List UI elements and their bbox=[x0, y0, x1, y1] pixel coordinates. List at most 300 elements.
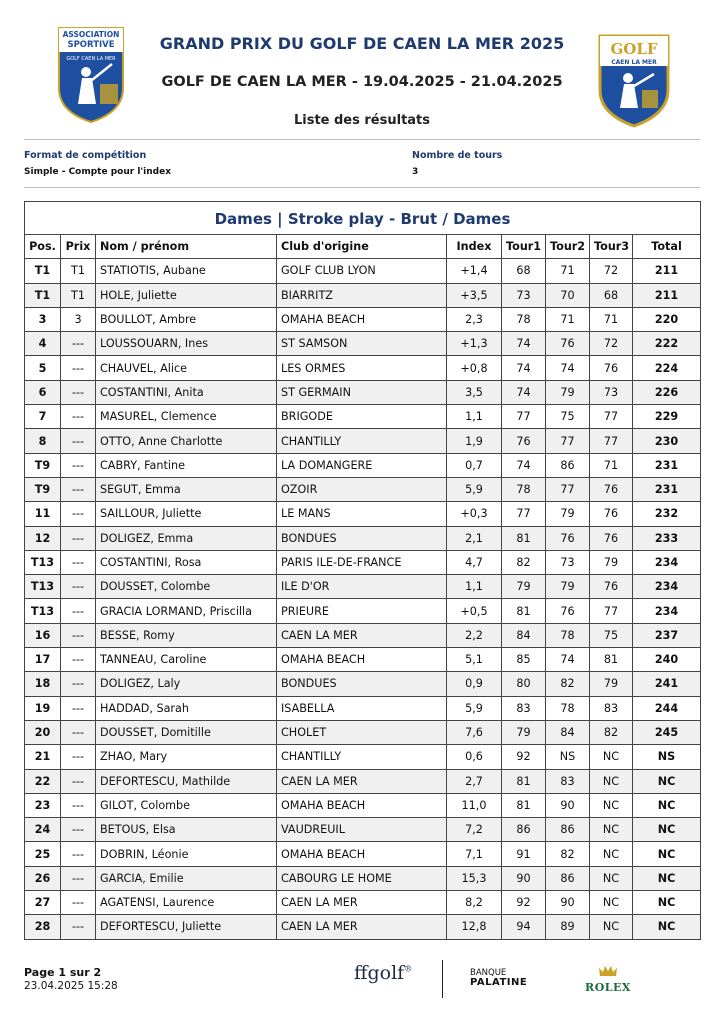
cell-tour3: 76 bbox=[590, 502, 633, 526]
cell-tour2: 74 bbox=[546, 356, 590, 380]
cell-name: CABRY, Fantine bbox=[96, 453, 277, 477]
cell-total: 234 bbox=[633, 575, 701, 599]
cell-prix: --- bbox=[61, 332, 96, 356]
cell-tour1: 79 bbox=[502, 720, 546, 744]
cell-tour2: 79 bbox=[546, 575, 590, 599]
cell-pos: 8 bbox=[25, 429, 61, 453]
cell-pos: 3 bbox=[25, 307, 61, 331]
cell-tour1: 94 bbox=[502, 915, 546, 939]
table-row bbox=[25, 793, 701, 817]
table-row bbox=[25, 891, 701, 915]
cell-tour2: 70 bbox=[546, 283, 590, 307]
table-row bbox=[25, 818, 701, 842]
cell-index: +0,8 bbox=[447, 356, 502, 380]
rounds-count-value: 3 bbox=[412, 167, 419, 177]
cell-total: NC bbox=[633, 769, 701, 793]
cell-tour1: 83 bbox=[502, 696, 546, 720]
ffgolf-logo-text: ffgolf bbox=[354, 962, 405, 984]
cell-tour2: NS bbox=[546, 745, 590, 769]
col-tour3: Tour3 bbox=[590, 235, 633, 259]
cell-tour1: 77 bbox=[502, 502, 546, 526]
cell-pos: 20 bbox=[25, 720, 61, 744]
cell-tour3: 76 bbox=[590, 575, 633, 599]
palatine-line2: PALATINE bbox=[470, 977, 528, 988]
cell-index: 2,1 bbox=[447, 526, 502, 550]
rolex-text: ROLEX bbox=[585, 981, 631, 994]
cell-name: DEFORTESCU, Juliette bbox=[96, 915, 277, 939]
cell-prix: --- bbox=[61, 429, 96, 453]
cell-prix: --- bbox=[61, 745, 96, 769]
cell-index: 7,1 bbox=[447, 842, 502, 866]
cell-tour2: 83 bbox=[546, 769, 590, 793]
cell-name: COSTANTINI, Rosa bbox=[96, 550, 277, 574]
cell-club: CAEN LA MER bbox=[277, 623, 447, 647]
cell-index: 2,2 bbox=[447, 623, 502, 647]
cell-index: 0,9 bbox=[447, 672, 502, 696]
cell-index: 1,1 bbox=[447, 405, 502, 429]
cell-prix: --- bbox=[61, 356, 96, 380]
cell-tour3: 72 bbox=[590, 259, 633, 283]
cell-prix: --- bbox=[61, 526, 96, 550]
meta-divider bbox=[24, 187, 700, 188]
col-name: Nom / prénom bbox=[96, 235, 277, 259]
table-row bbox=[25, 380, 701, 404]
table-row bbox=[25, 332, 701, 356]
table-caption: Dames | Stroke play - Brut / Dames bbox=[24, 201, 701, 234]
cell-name: CHAUVEL, Alice bbox=[96, 356, 277, 380]
cell-index: 0,7 bbox=[447, 453, 502, 477]
cell-prix: --- bbox=[61, 550, 96, 574]
cell-tour1: 77 bbox=[502, 405, 546, 429]
cell-tour2: 78 bbox=[546, 696, 590, 720]
cell-total: 234 bbox=[633, 599, 701, 623]
cell-tour3: 68 bbox=[590, 283, 633, 307]
table-row bbox=[25, 259, 701, 283]
table-row bbox=[25, 745, 701, 769]
cell-pos: T1 bbox=[25, 259, 61, 283]
cell-prix: --- bbox=[61, 623, 96, 647]
table-row bbox=[25, 526, 701, 550]
cell-tour1: 73 bbox=[502, 283, 546, 307]
association-sportive-logo bbox=[56, 26, 126, 124]
table-row bbox=[25, 356, 701, 380]
ffgolf-logo: ffgolf® bbox=[354, 962, 413, 984]
cell-index: 11,0 bbox=[447, 793, 502, 817]
cell-name: HADDAD, Sarah bbox=[96, 696, 277, 720]
header-divider bbox=[24, 139, 700, 140]
cell-tour3: 82 bbox=[590, 720, 633, 744]
cell-tour1: 86 bbox=[502, 818, 546, 842]
cell-club: LE MANS bbox=[277, 502, 447, 526]
logo-right-line1: GOLF bbox=[610, 40, 658, 58]
cell-name: DOBRIN, Léonie bbox=[96, 842, 277, 866]
cell-name: MASUREL, Clemence bbox=[96, 405, 277, 429]
cell-prix: --- bbox=[61, 696, 96, 720]
cell-tour1: 84 bbox=[502, 623, 546, 647]
cell-tour1: 79 bbox=[502, 575, 546, 599]
rounds-count bbox=[412, 150, 502, 177]
cell-prix: 3 bbox=[61, 307, 96, 331]
cell-tour3: NC bbox=[590, 842, 633, 866]
cell-name: DOUSSET, Colombe bbox=[96, 575, 277, 599]
cell-prix: T1 bbox=[61, 283, 96, 307]
cell-club: OZOIR bbox=[277, 477, 447, 501]
cell-club: CHOLET bbox=[277, 720, 447, 744]
cell-tour2: 76 bbox=[546, 526, 590, 550]
event-subtitle: GOLF DE CAEN LA MER - 19.04.2025 - 21.04.2025 bbox=[161, 74, 563, 90]
col-club: Club d'origine bbox=[277, 235, 447, 259]
cell-index: +0,3 bbox=[447, 502, 502, 526]
cell-prix: --- bbox=[61, 842, 96, 866]
table-row bbox=[25, 915, 701, 939]
cell-tour2: 76 bbox=[546, 332, 590, 356]
cell-tour2: 82 bbox=[546, 672, 590, 696]
cell-pos: 23 bbox=[25, 793, 61, 817]
cell-name: COSTANTINI, Anita bbox=[96, 380, 277, 404]
cell-name: DOLIGEZ, Emma bbox=[96, 526, 277, 550]
cell-name: BESSE, Romy bbox=[96, 623, 277, 647]
cell-total: 231 bbox=[633, 453, 701, 477]
cell-club: ST GERMAIN bbox=[277, 380, 447, 404]
cell-total: 237 bbox=[633, 623, 701, 647]
cell-tour1: 82 bbox=[502, 550, 546, 574]
cell-tour2: 79 bbox=[546, 502, 590, 526]
cell-index: +1,4 bbox=[447, 259, 502, 283]
cell-index: 1,9 bbox=[447, 429, 502, 453]
logo-left-line2: SPORTIVE bbox=[67, 40, 115, 50]
cell-total: NC bbox=[633, 891, 701, 915]
cell-index: 2,7 bbox=[447, 769, 502, 793]
cell-tour3: 77 bbox=[590, 599, 633, 623]
cell-index: 8,2 bbox=[447, 891, 502, 915]
cell-index: 5,9 bbox=[447, 477, 502, 501]
cell-pos: 12 bbox=[25, 526, 61, 550]
table-row bbox=[25, 405, 701, 429]
cell-prix: --- bbox=[61, 453, 96, 477]
cell-tour3: NC bbox=[590, 769, 633, 793]
banque-palatine-logo bbox=[470, 968, 550, 988]
golf-caen-la-mer-logo bbox=[594, 32, 674, 128]
cell-tour3: 75 bbox=[590, 623, 633, 647]
cell-pos: T13 bbox=[25, 599, 61, 623]
cell-prix: --- bbox=[61, 672, 96, 696]
table-row bbox=[25, 453, 701, 477]
cell-total: 234 bbox=[633, 550, 701, 574]
table-row bbox=[25, 648, 701, 672]
cell-pos: T1 bbox=[25, 283, 61, 307]
cell-name: BETOUS, Elsa bbox=[96, 818, 277, 842]
table-row bbox=[25, 599, 701, 623]
cell-pos: T9 bbox=[25, 477, 61, 501]
competition-format-label: Format de compétition bbox=[24, 150, 147, 161]
cell-pos: 26 bbox=[25, 866, 61, 890]
rounds-count-label: Nombre de tours bbox=[412, 150, 503, 161]
cell-index: 3,5 bbox=[447, 380, 502, 404]
cell-club: OMAHA BEACH bbox=[277, 842, 447, 866]
col-prix: Prix bbox=[61, 235, 96, 259]
cell-pos: T13 bbox=[25, 550, 61, 574]
cell-index: 12,8 bbox=[447, 915, 502, 939]
cell-prix: --- bbox=[61, 477, 96, 501]
cell-club: GOLF CLUB LYON bbox=[277, 259, 447, 283]
cell-total: NC bbox=[633, 793, 701, 817]
cell-tour3: 79 bbox=[590, 550, 633, 574]
cell-tour3: 76 bbox=[590, 356, 633, 380]
cell-tour3: 77 bbox=[590, 405, 633, 429]
cell-index: 7,6 bbox=[447, 720, 502, 744]
cell-name: STATIOTIS, Aubane bbox=[96, 259, 277, 283]
table-row bbox=[25, 502, 701, 526]
cell-pos: 5 bbox=[25, 356, 61, 380]
cell-index: 4,7 bbox=[447, 550, 502, 574]
cell-name: LOUSSOUARN, Ines bbox=[96, 332, 277, 356]
table-row bbox=[25, 623, 701, 647]
cell-pos: 11 bbox=[25, 502, 61, 526]
table-row bbox=[25, 866, 701, 890]
logo-left-line1: ASSOCIATION bbox=[62, 30, 120, 39]
cell-tour3: 76 bbox=[590, 526, 633, 550]
table-row bbox=[25, 429, 701, 453]
cell-tour3: 71 bbox=[590, 453, 633, 477]
table-row bbox=[25, 842, 701, 866]
col-total: Total bbox=[633, 235, 701, 259]
cell-tour2: 75 bbox=[546, 405, 590, 429]
col-pos: Pos. bbox=[25, 235, 61, 259]
cell-name: ZHAO, Mary bbox=[96, 745, 277, 769]
cell-tour1: 92 bbox=[502, 891, 546, 915]
cell-prix: --- bbox=[61, 648, 96, 672]
cell-prix: --- bbox=[61, 793, 96, 817]
cell-pos: T13 bbox=[25, 575, 61, 599]
cell-tour3: NC bbox=[590, 793, 633, 817]
cell-total: 211 bbox=[633, 259, 701, 283]
cell-pos: 25 bbox=[25, 842, 61, 866]
results-list-title: Liste des résultats bbox=[293, 113, 431, 128]
cell-index: 7,2 bbox=[447, 818, 502, 842]
cell-tour2: 73 bbox=[546, 550, 590, 574]
cell-tour2: 79 bbox=[546, 380, 590, 404]
cell-tour2: 71 bbox=[546, 259, 590, 283]
cell-club: CHANTILLY bbox=[277, 429, 447, 453]
cell-prix: T1 bbox=[61, 259, 96, 283]
cell-tour2: 76 bbox=[546, 599, 590, 623]
cell-pos: 21 bbox=[25, 745, 61, 769]
cell-tour2: 90 bbox=[546, 891, 590, 915]
cell-tour3: NC bbox=[590, 891, 633, 915]
cell-tour2: 78 bbox=[546, 623, 590, 647]
cell-total: NC bbox=[633, 866, 701, 890]
cell-prix: --- bbox=[61, 769, 96, 793]
cell-tour3: 81 bbox=[590, 648, 633, 672]
cell-total: 244 bbox=[633, 696, 701, 720]
cell-tour1: 74 bbox=[502, 332, 546, 356]
cell-total: 240 bbox=[633, 648, 701, 672]
cell-tour3: 77 bbox=[590, 429, 633, 453]
cell-club: VAUDREUIL bbox=[277, 818, 447, 842]
cell-tour2: 82 bbox=[546, 842, 590, 866]
col-index: Index bbox=[447, 235, 502, 259]
cell-pos: 4 bbox=[25, 332, 61, 356]
cell-total: 229 bbox=[633, 405, 701, 429]
cell-name: DOUSSET, Domitille bbox=[96, 720, 277, 744]
cell-name: SEGUT, Emma bbox=[96, 477, 277, 501]
results-table bbox=[24, 201, 701, 940]
table-row bbox=[25, 769, 701, 793]
cell-total: 224 bbox=[633, 356, 701, 380]
cell-prix: --- bbox=[61, 599, 96, 623]
cell-prix: --- bbox=[61, 818, 96, 842]
cell-club: ILE D'OR bbox=[277, 575, 447, 599]
cell-index: +0,5 bbox=[447, 599, 502, 623]
cell-prix: --- bbox=[61, 405, 96, 429]
cell-total: 241 bbox=[633, 672, 701, 696]
cell-pos: 24 bbox=[25, 818, 61, 842]
cell-name: BOULLOT, Ambre bbox=[96, 307, 277, 331]
cell-tour3: 73 bbox=[590, 380, 633, 404]
cell-tour1: 90 bbox=[502, 866, 546, 890]
table-row bbox=[25, 720, 701, 744]
cell-club: BIARRITZ bbox=[277, 283, 447, 307]
cell-club: CAEN LA MER bbox=[277, 915, 447, 939]
table-row bbox=[25, 477, 701, 501]
cell-prix: --- bbox=[61, 380, 96, 404]
cell-name: DEFORTESCU, Mathilde bbox=[96, 769, 277, 793]
cell-index: +3,5 bbox=[447, 283, 502, 307]
cell-tour1: 92 bbox=[502, 745, 546, 769]
cell-total: 222 bbox=[633, 332, 701, 356]
palatine-line1: BANQUE bbox=[470, 968, 507, 978]
table-row bbox=[25, 283, 701, 307]
cell-tour1: 81 bbox=[502, 769, 546, 793]
cell-name: SAILLOUR, Juliette bbox=[96, 502, 277, 526]
cell-name: AGATENSI, Laurence bbox=[96, 891, 277, 915]
cell-tour3: 79 bbox=[590, 672, 633, 696]
cell-tour1: 91 bbox=[502, 842, 546, 866]
cell-index: 15,3 bbox=[447, 866, 502, 890]
cell-tour1: 76 bbox=[502, 429, 546, 453]
cell-club: CABOURG LE HOME bbox=[277, 866, 447, 890]
cell-tour1: 81 bbox=[502, 526, 546, 550]
cell-tour2: 86 bbox=[546, 866, 590, 890]
cell-prix: --- bbox=[61, 866, 96, 890]
cell-club: CAEN LA MER bbox=[277, 891, 447, 915]
cell-tour1: 68 bbox=[502, 259, 546, 283]
cell-pos: 27 bbox=[25, 891, 61, 915]
cell-tour1: 81 bbox=[502, 599, 546, 623]
cell-pos: 7 bbox=[25, 405, 61, 429]
cell-tour1: 81 bbox=[502, 793, 546, 817]
cell-total: NC bbox=[633, 842, 701, 866]
cell-club: ST SAMSON bbox=[277, 332, 447, 356]
cell-club: BONDUES bbox=[277, 526, 447, 550]
cell-club: ISABELLA bbox=[277, 696, 447, 720]
cell-pos: 17 bbox=[25, 648, 61, 672]
cell-tour1: 74 bbox=[502, 453, 546, 477]
cell-club: BONDUES bbox=[277, 672, 447, 696]
cell-prix: --- bbox=[61, 720, 96, 744]
cell-prix: --- bbox=[61, 575, 96, 599]
cell-total: 220 bbox=[633, 307, 701, 331]
table-row bbox=[25, 575, 701, 599]
cell-prix: --- bbox=[61, 915, 96, 939]
cell-tour1: 85 bbox=[502, 648, 546, 672]
cell-pos: 22 bbox=[25, 769, 61, 793]
cell-club: CAEN LA MER bbox=[277, 769, 447, 793]
cell-pos: 18 bbox=[25, 672, 61, 696]
cell-prix: --- bbox=[61, 891, 96, 915]
cell-tour3: 72 bbox=[590, 332, 633, 356]
cell-index: +1,3 bbox=[447, 332, 502, 356]
cell-total: 232 bbox=[633, 502, 701, 526]
cell-total: 231 bbox=[633, 477, 701, 501]
cell-name: GILOT, Colombe bbox=[96, 793, 277, 817]
cell-name: HOLE, Juliette bbox=[96, 283, 277, 307]
cell-total: 226 bbox=[633, 380, 701, 404]
cell-index: 5,9 bbox=[447, 696, 502, 720]
cell-pos: 28 bbox=[25, 915, 61, 939]
page-number: Page 1 sur 2 bbox=[24, 966, 102, 979]
cell-tour3: NC bbox=[590, 745, 633, 769]
cell-tour1: 80 bbox=[502, 672, 546, 696]
cell-club: CHANTILLY bbox=[277, 745, 447, 769]
cell-pos: 6 bbox=[25, 380, 61, 404]
cell-tour2: 71 bbox=[546, 307, 590, 331]
cell-pos: T9 bbox=[25, 453, 61, 477]
competition-format-value: Simple - Compte pour l'index bbox=[24, 167, 172, 177]
cell-tour2: 86 bbox=[546, 453, 590, 477]
cell-tour2: 86 bbox=[546, 818, 590, 842]
cell-tour3: NC bbox=[590, 818, 633, 842]
page-footer bbox=[24, 966, 118, 992]
table-row bbox=[25, 307, 701, 331]
cell-tour1: 74 bbox=[502, 356, 546, 380]
cell-club: OMAHA BEACH bbox=[277, 648, 447, 672]
cell-prix: --- bbox=[61, 502, 96, 526]
cell-club: LES ORMES bbox=[277, 356, 447, 380]
cell-tour1: 78 bbox=[502, 307, 546, 331]
cell-name: GRACIA LORMAND, Priscilla bbox=[96, 599, 277, 623]
print-timestamp: 23.04.2025 15:28 bbox=[24, 980, 118, 992]
rolex-logo bbox=[582, 962, 634, 994]
cell-tour2: 74 bbox=[546, 648, 590, 672]
table-header-row bbox=[25, 235, 701, 259]
cell-tour3: NC bbox=[590, 866, 633, 890]
cell-club: OMAHA BEACH bbox=[277, 307, 447, 331]
cell-club: BRIGODE bbox=[277, 405, 447, 429]
col-tour1: Tour1 bbox=[502, 235, 546, 259]
cell-tour1: 78 bbox=[502, 477, 546, 501]
cell-pos: 16 bbox=[25, 623, 61, 647]
cell-total: NS bbox=[633, 745, 701, 769]
cell-name: TANNEAU, Caroline bbox=[96, 648, 277, 672]
table-row bbox=[25, 550, 701, 574]
cell-tour1: 74 bbox=[502, 380, 546, 404]
cell-tour3: 76 bbox=[590, 477, 633, 501]
report-header bbox=[0, 0, 724, 140]
cell-pos: 19 bbox=[25, 696, 61, 720]
table-row bbox=[25, 672, 701, 696]
cell-club: OMAHA BEACH bbox=[277, 793, 447, 817]
cell-tour3: 83 bbox=[590, 696, 633, 720]
cell-club: LA DOMANGERE bbox=[277, 453, 447, 477]
table-row bbox=[25, 696, 701, 720]
cell-index: 2,3 bbox=[447, 307, 502, 331]
cell-total: 233 bbox=[633, 526, 701, 550]
cell-tour2: 77 bbox=[546, 429, 590, 453]
cell-total: NC bbox=[633, 818, 701, 842]
cell-total: 230 bbox=[633, 429, 701, 453]
event-title: GRAND PRIX DU GOLF DE CAEN LA MER 2025 bbox=[159, 34, 565, 53]
